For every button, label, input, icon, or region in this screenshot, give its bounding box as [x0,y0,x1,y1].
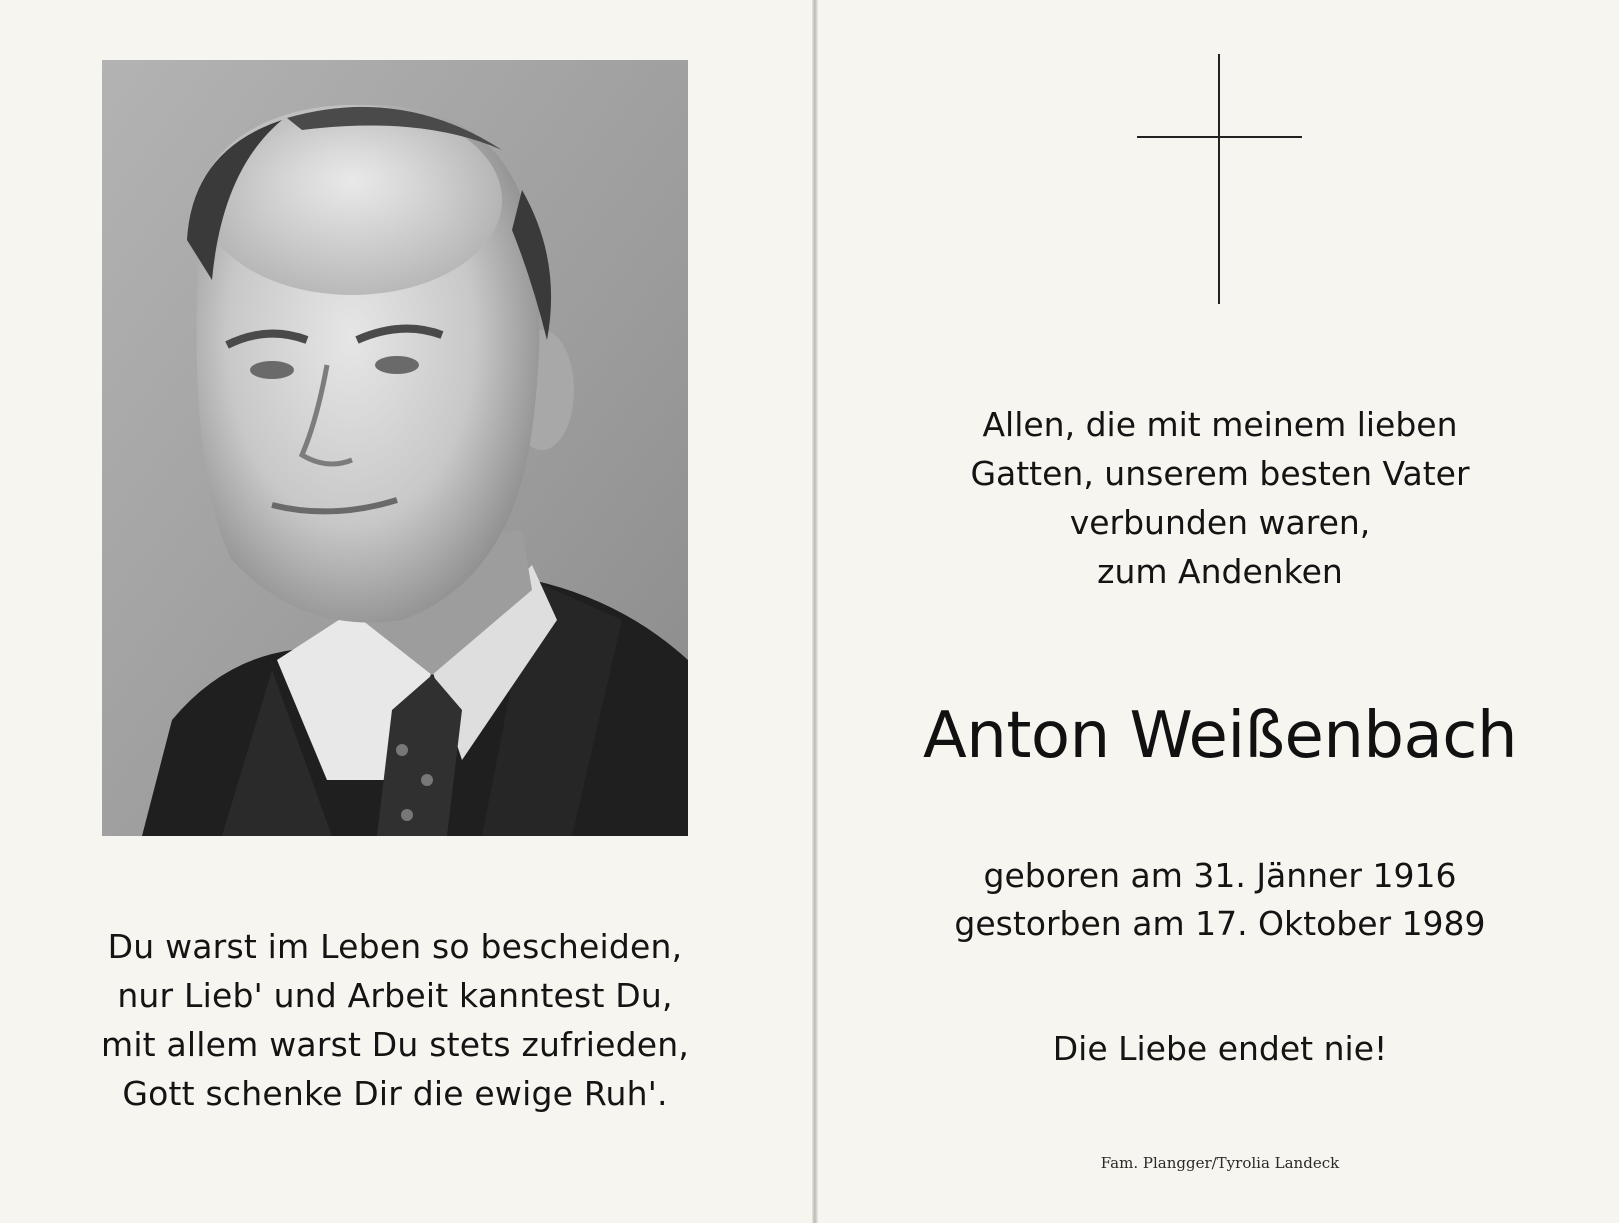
portrait-photo [102,60,688,836]
portrait-illustration [102,60,688,836]
poem-line: Gott schenke Dir die ewige Ruh'. [122,1074,668,1113]
motto: Die Liebe endet nie! [1052,1029,1388,1068]
birth-date: geboren am 31. Jänner 1916 [983,856,1457,895]
dedication-line: Allen, die mit meinem lieben [982,405,1458,444]
poem-line: Du warst im Leben so bescheiden, [107,927,683,966]
life-dates [880,852,1560,948]
dedication-line: verbunden waren, [1069,503,1371,542]
memorial-poem [90,922,700,1118]
deceased-name: Anton Weißenbach [922,699,1518,773]
death-date: gestorben am 17. Oktober 1989 [954,904,1486,943]
poem-line: mit allem warst Du stets zufrieden, [100,1025,690,1064]
printer-credit: Fam. Plangger/Tyrolia Landeck [1100,1154,1340,1172]
poem-line: nur Lieb' und Arbeit kanntest Du, [117,976,673,1015]
cross-icon [1137,54,1302,304]
dedication-line: Gatten, unserem besten Vater [970,454,1470,493]
dedication-text [880,400,1560,596]
dedication-line: zum Andenken [1097,552,1343,591]
